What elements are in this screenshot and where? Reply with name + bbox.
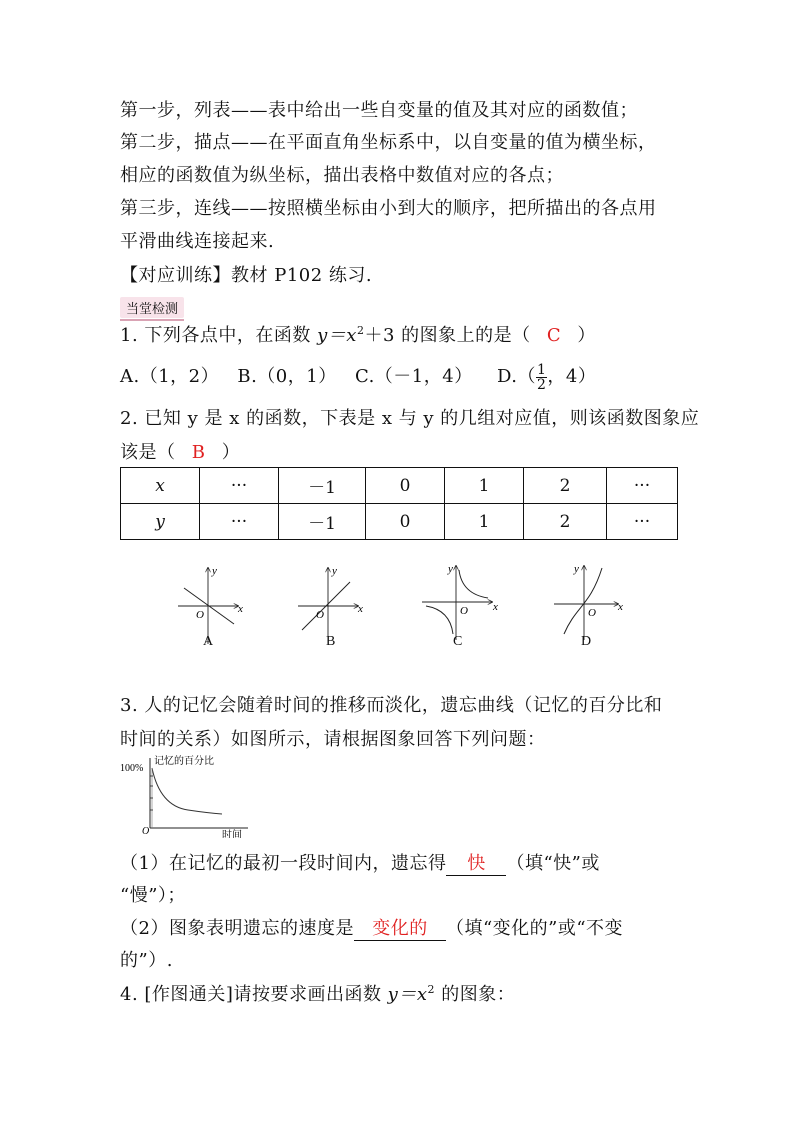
graph-c-origin: O: [460, 605, 468, 617]
q1-option-d-rest: ，4）: [547, 366, 597, 387]
graph-d: [554, 563, 623, 640]
q3-part2-c: 的”）.: [120, 950, 173, 971]
question-2-line2: [120, 438, 240, 464]
q4-suffix: 的图象：: [435, 984, 516, 1005]
section-tag: 当堂检测: [120, 297, 184, 318]
step-3-text-a: 第三步，连线——按照横坐标由小到大的顺序，把所描出的各点用: [120, 198, 657, 219]
q1-option-b: B.（0，1）: [237, 366, 337, 387]
q1-option-a: A.（1，2）: [120, 366, 220, 387]
value-table: [120, 467, 678, 540]
table-cell: 1: [445, 468, 524, 504]
graph-a-origin: O: [196, 609, 204, 621]
q1-options: [120, 362, 596, 392]
table-cell: －1: [279, 504, 366, 540]
step-3-text-b: 平滑曲线连接起来.: [120, 231, 275, 252]
graph-b-origin: O: [316, 609, 324, 621]
graph-c-curve-1: [459, 570, 488, 598]
q1-close: ）: [577, 325, 596, 346]
chart-y-label: 记忆的百分比: [154, 756, 214, 767]
table-cell: 0: [366, 468, 445, 504]
question-3-line1: 3. 人的记忆会随着时间的推移而淡化，遗忘曲线（记忆的百分比和: [120, 695, 663, 716]
table-cell: ···: [607, 468, 678, 504]
table-cell: ···: [200, 504, 279, 540]
table-cell: x: [121, 468, 200, 504]
graph-b: [298, 565, 363, 644]
question-4: [120, 980, 515, 1006]
q4-prefix: 4. [作图通关]请按要求画出函数: [120, 984, 388, 1005]
graph-label-b: B: [326, 634, 336, 649]
forgetting-curve-chart: [118, 754, 258, 838]
q1-option-d-fraction: [536, 363, 547, 392]
q1-answer: C: [546, 325, 562, 346]
q2-answer: B: [191, 442, 206, 463]
graph-d-x-label: x: [618, 601, 623, 613]
step-1-text: 第一步，列表——表中给出一些自变量的值及其对应的函数值；: [120, 100, 638, 121]
graph-d-origin: O: [588, 607, 596, 619]
table-cell: 2: [524, 504, 607, 540]
table-cell: 1: [445, 504, 524, 540]
table-cell: y: [121, 504, 200, 540]
q4-func: y＝x: [387, 984, 428, 1005]
q3-part2-answer: 变化的: [354, 914, 446, 941]
step-2-text-a: 第二步，描点——在平面直角坐标系中，以自变量的值为横坐标，: [120, 132, 657, 153]
option-graphs: [160, 560, 640, 660]
q1-option-d: [496, 361, 597, 393]
question-2-line1: 2. 已知 y 是 x 的函数，下表是 x 与 y 的几组对应值，则该函数图象应: [120, 408, 700, 429]
chart-x-label: 时间: [222, 830, 242, 838]
table-cell: ···: [200, 468, 279, 504]
chart-origin: O: [142, 826, 150, 837]
graph-c: [422, 563, 498, 640]
graph-c-y-label: y: [448, 563, 453, 575]
q1-option-c: C.（－1，4）: [354, 366, 473, 387]
chart-ymax-label: 100%: [120, 763, 144, 774]
q2-close: ）: [221, 442, 241, 463]
graph-label-a: A: [203, 634, 214, 649]
graph-d-curve: [564, 568, 602, 634]
graph-b-x-label: x: [358, 603, 363, 615]
graph-a-y-label: y: [212, 565, 217, 577]
graph-c-curve-2: [426, 606, 453, 634]
graph-label-c: C: [453, 634, 463, 649]
graph-b-y-label: y: [332, 565, 337, 577]
question-1: [120, 321, 596, 347]
q3-part1: [120, 849, 600, 876]
q3-part2-a: （2）图象表明遗忘的速度是: [120, 918, 354, 939]
q1-exp: 2: [356, 324, 365, 337]
step-2-text-b: 相应的函数值为纵坐标，描出表格中数值对应的各点；: [120, 165, 564, 186]
q1-option-d-den: 2: [536, 376, 547, 393]
graph-a: [178, 565, 243, 644]
q3-part1-b: （填“快”或: [506, 853, 600, 874]
table-cell: ···: [607, 504, 678, 540]
q3-part2-b: （填“变化的”或“不变: [445, 918, 624, 939]
graph-d-y-label: y: [574, 563, 579, 575]
graph-c-x-label: x: [493, 601, 498, 613]
table-row-x: [121, 468, 678, 504]
question-3-line2: 时间的关系）如图所示，请根据图象回答下列问题：: [120, 729, 546, 750]
q3-part2: [120, 914, 623, 941]
q1-func: y＝x: [317, 325, 357, 346]
q1-suffix: ＋3 的图象上的是（: [364, 325, 531, 346]
q2-prefix: 该是（: [120, 442, 176, 463]
q3-part1-answer: 快: [446, 849, 506, 876]
table-row-y: [121, 504, 678, 540]
q1-prefix: 1. 下列各点中，在函数: [120, 325, 318, 346]
graph-a-x-label: x: [238, 603, 243, 615]
q4-exp: 2: [427, 983, 435, 996]
table-cell: 0: [366, 504, 445, 540]
q1-option-d-label: D.（: [496, 366, 536, 387]
q3-part1-c: “慢”）；: [120, 885, 186, 906]
q1-option-d-num: 1: [536, 361, 547, 378]
table-cell: 2: [524, 468, 607, 504]
graph-label-d: D: [581, 634, 592, 649]
practice-note: 【对应训练】教材 P102 练习.: [120, 265, 373, 286]
q3-part1-a: （1）在记忆的最初一段时间内，遗忘得: [120, 853, 447, 874]
forgetting-curve: [152, 768, 222, 814]
table-cell: －1: [279, 468, 366, 504]
